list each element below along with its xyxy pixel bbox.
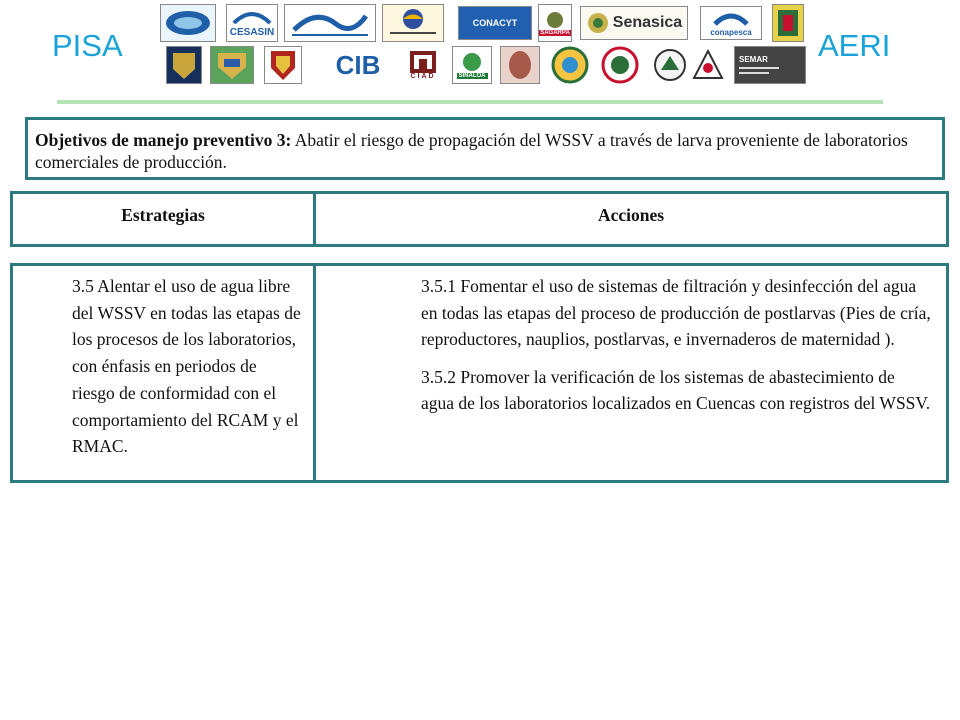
circular-seal-logo-3 bbox=[652, 46, 688, 84]
ciad-logo: CIAD bbox=[404, 46, 442, 84]
coat-of-arms-logo bbox=[772, 4, 804, 42]
table-header-row bbox=[10, 191, 949, 247]
conapesca-logo: conapesca bbox=[700, 6, 762, 40]
strategy-cell: 3.5 Alentar el uso de agua libre del WSSV en todas las etapas de los procesos de los laboratorios, con énfasis en periodos de riesgo de conformidad con el comportamiento del RCAM y el RMAC. bbox=[72, 276, 301, 457]
unam-logo bbox=[166, 46, 202, 84]
cesasin-fish-logo bbox=[160, 4, 216, 42]
conacyt-logo: CONACYT bbox=[458, 6, 532, 40]
sinaloa-logo: SINALOA bbox=[452, 46, 492, 84]
bcs-committee-logo bbox=[382, 4, 444, 42]
senasica-logo: Senasica bbox=[580, 6, 688, 40]
action-item: 3.5.2 Promover la verificación de los sistemas de abastecimiento de agua de los laboratorios localizados en Cuencas con registros del WSSV. bbox=[421, 366, 931, 413]
semar-logo: SEMAR bbox=[734, 46, 806, 84]
objective-label: Objetivos de manejo preventivo 3: bbox=[35, 130, 292, 150]
circular-seal-logo-1 bbox=[546, 46, 594, 84]
sagarpa-logo: SAGARPA bbox=[538, 4, 572, 42]
table-content-row bbox=[10, 263, 949, 483]
aeri-title: AERI bbox=[818, 28, 891, 63]
figure-logo bbox=[500, 46, 540, 84]
nayarit-committee-logo bbox=[284, 4, 376, 42]
objective-box bbox=[25, 117, 945, 180]
cib-logo: CIB bbox=[335, 49, 381, 80]
actions-header: Acciones bbox=[313, 194, 946, 244]
circular-seal-logo-2 bbox=[600, 46, 640, 84]
cesasin-logo: CESASIN bbox=[226, 4, 278, 42]
strategies-header: Estrategias bbox=[121, 205, 205, 225]
crest-logo bbox=[264, 46, 302, 84]
actions-cell bbox=[313, 266, 946, 480]
red-diagnostico-logo bbox=[690, 46, 726, 84]
action-item: 3.5.1 Fomentar el uso de sistemas de filtración y desinfección del agua en todas las etapas del proceso de producción de postlarvas (Pies de cría, reproductores, nauplios, postlarvas, e invernaderos de maternidad ). bbox=[421, 276, 931, 349]
objective-text: Abatir el riesgo de propagación del WSSV a través de larva proveniente de laboratorios comerciales de producción. bbox=[35, 130, 908, 172]
header-divider bbox=[57, 100, 883, 104]
state-shield-logo bbox=[210, 46, 254, 84]
pisa-title: PISA bbox=[52, 28, 123, 63]
